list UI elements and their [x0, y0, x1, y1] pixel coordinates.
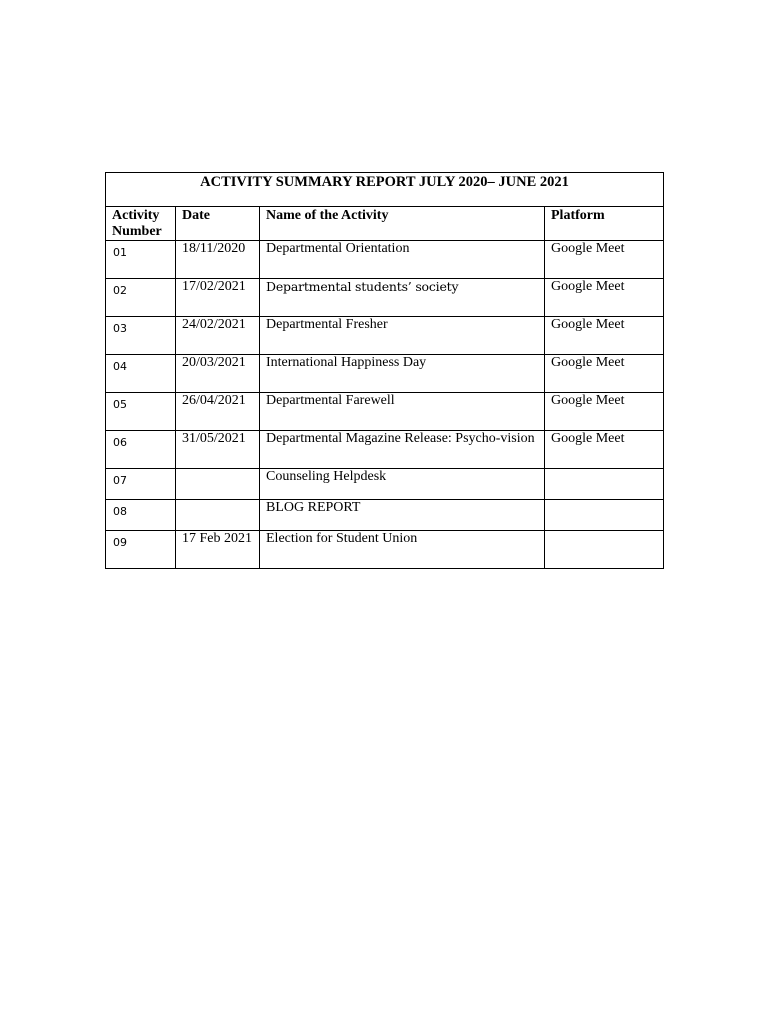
activity-platform-cell — [545, 469, 664, 500]
activity-name-cell: Departmental Magazine Release: Psycho-vision — [260, 431, 545, 469]
activity-date-cell — [176, 469, 260, 500]
header-activity-number: Activity Number — [106, 207, 176, 241]
activity-name-cell: Election for Student Union — [260, 531, 545, 569]
activity-number-cell: 01 — [106, 241, 176, 279]
activity-number-cell: 09 — [106, 531, 176, 569]
table-row — [106, 469, 664, 500]
table-row — [106, 317, 664, 355]
activity-date-cell: 17/02/2021 — [176, 279, 260, 317]
activity-date-cell: 17 Feb 2021 — [176, 531, 260, 569]
activity-number-cell: 06 — [106, 431, 176, 469]
activity-number-cell: 08 — [106, 500, 176, 531]
activity-number-cell: 02 — [106, 279, 176, 317]
header-activity-name: Name of the Activity — [260, 207, 545, 241]
activity-name-cell: Departmental Orientation — [260, 241, 545, 279]
activity-date-cell — [176, 500, 260, 531]
table-row — [106, 279, 664, 317]
table-row — [106, 393, 664, 431]
activity-name-cell — [260, 279, 545, 317]
activity-name-text: Departmental students’ society — [266, 279, 459, 294]
activity-platform-cell: Google Meet — [545, 241, 664, 279]
activity-platform-cell — [545, 531, 664, 569]
activity-number-cell: 03 — [106, 317, 176, 355]
activity-number-cell: 04 — [106, 355, 176, 393]
table-row — [106, 431, 664, 469]
activity-platform-cell — [545, 500, 664, 531]
activity-platform-cell: Google Meet — [545, 317, 664, 355]
activity-platform-cell: Google Meet — [545, 431, 664, 469]
header-platform: Platform — [545, 207, 664, 241]
activity-date-cell: 18/11/2020 — [176, 241, 260, 279]
activity-number-cell: 07 — [106, 469, 176, 500]
activity-name-cell: Departmental Fresher — [260, 317, 545, 355]
table-row — [106, 531, 664, 569]
activity-name-cell: Departmental Farewell — [260, 393, 545, 431]
table-header-row — [106, 207, 664, 241]
activity-date-cell: 26/04/2021 — [176, 393, 260, 431]
activity-number-cell: 05 — [106, 393, 176, 431]
table-row — [106, 241, 664, 279]
activity-date-cell: 20/03/2021 — [176, 355, 260, 393]
table-row — [106, 500, 664, 531]
activity-date-cell: 24/02/2021 — [176, 317, 260, 355]
table-title-row — [106, 173, 664, 207]
activity-summary-table — [105, 172, 664, 569]
activity-name-cell: Counseling Helpdesk — [260, 469, 545, 500]
activity-date-cell: 31/05/2021 — [176, 431, 260, 469]
activity-name-cell: International Happiness Day — [260, 355, 545, 393]
report-title: ACTIVITY SUMMARY REPORT JULY 2020– JUNE 2021 — [106, 173, 664, 207]
activity-platform-cell: Google Meet — [545, 355, 664, 393]
activity-platform-cell: Google Meet — [545, 393, 664, 431]
table-row — [106, 355, 664, 393]
activity-name-cell: BLOG REPORT — [260, 500, 545, 531]
header-date: Date — [176, 207, 260, 241]
activity-platform-cell: Google Meet — [545, 279, 664, 317]
